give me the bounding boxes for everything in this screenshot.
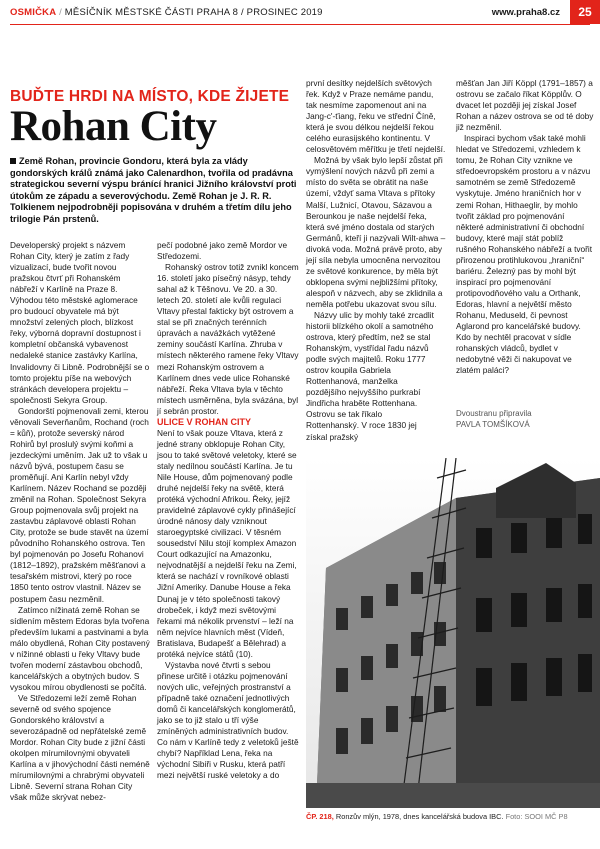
- header-divider: [10, 24, 590, 25]
- author-name: PAVLA TOMŠÍKOVÁ: [456, 420, 530, 429]
- publication-info: MĚSÍČNÍK MĚSTSKÉ ČÁSTI PRAHA 8 / PROSINEC 2019: [64, 7, 323, 18]
- paragraph: Inspiraci bychom však také mohli hledat ve Středozemi, vzhledem k tomu, že Rohan City vznikne ve středoevropském prostoru a v názvu samotném se země Středozemě vyskytuje. Jméno hraničních hor v zemi Rohan, Hithaeglir, by mohlo tvořit základ pro pojmenování některé administrativní či obchodní budovy, které mají stát poblíž rušného Rohanského nábřeží a tvořit přirozenou protihlukovou „hraniční“ bariéru. Železný pas by mohl být inspirací pro pojmenování protipovodňového valu a Orthank, Edoras, hlavní a největší město Rohanu, Meduseld, či pevnost Aglarond pro kancelářské budovy. Kdo by nechtěl pracovat v sídle rohanských vládců, bydlet v nedobytné věži či nakupovat ve zlatém paláci?: [456, 133, 593, 376]
- paragraph: Možná by však bylo lepší zůstat při vymýšlení nových názvů při zemi a místo do světa se obrátit na naše území, vždyť sama Vltava s přítoky Malší, Lužnicí, Otavou, Sázavou a Berounkou je naše nejdelší řeka, která své jméno dostala od starých Germánů, kteří ji nazývali Wilt-ahwa – divoká voda. Možná právě proto, aby její síla nebyla umocněna nervozitou ze světové konkurence, by měla být obklopena svými nejbližšími přítoky, alespoň v názvech, aby se zklidnila a neměla potřebu ukazovat svou sílu.: [306, 155, 446, 309]
- text-column-4: [456, 78, 594, 376]
- caption-id: ČP. 218,: [306, 812, 334, 821]
- paragraph: Gondorští pojmenovali zemi, kterou věnovali Severňanům, Rochand (roch = kůň), protože severský národ Rohirů byl proslulý svými koňmi a jezdeckými uměním. Jak už to však u názvů bývá, postupem času se proměňují. Ani Karlín nebyl vždy Karlínem. Název Rochand se později změnil na Rohan. Společnost Sekyra Group pojmenovala svůj projekt na zastavbu záplavové oblasti Rohan City, protože se bude stavět na území původního Rohanského ostrova. Ten byl pojmenován po Josefu Rohanovi (1812–1892), pražském měšťanovi a tesařském mistrovi, který po roce 1850 tento ostrov vlastnil. Název se postupem času nezměnil.: [10, 405, 149, 604]
- publication-line: [10, 7, 323, 18]
- paragraph: Výstavba nové čtvrti s sebou přinese určitě i otázku pojmenování nových ulic, veřejných prostranství a případně také označení jednotlivých domů či kancelářských konglomerátů, jako se to již stalo u tří výše zmíněných administrativních budov. Co nám v Karlíně tedy z veletoků ještě chybí? Například Lena, řeka na východní Sibiři v Rusku, která patří mezi největší ruské veletoky a do: [157, 659, 299, 781]
- caption-text: Ronzův mlýn, 1978, dnes kancelářská budova IBC.: [335, 812, 504, 821]
- page-number: 25: [570, 0, 600, 24]
- lead-text: Země Rohan, provincie Gondoru, která byla za vlády gondorských králů známá jako Calenardhon, tvořila od pradávna strategickou severní výspu bránící hranici Jižního království proti útokům ze západu a severovýchodu. Země Rohan je J. R. R. Tolkienem nejpodrobněji popisována v druhém a třetím dílu jeho trilogie Pán prstenů.: [10, 156, 297, 224]
- bullet-square-icon: [10, 158, 16, 164]
- author-label: Dvoustranu připravila: [456, 409, 532, 418]
- article-kicker: BUĎTE HRDI NA MÍSTO, KDE ŽIJETE: [10, 88, 290, 105]
- historic-mill-building-photo: [306, 458, 600, 808]
- paragraph: Názvy ulic by mohly také zrcadlit historii blízkého okolí a samotného ostrova, který předtím, než se stal Rohanským, vystřídal řadu názvů podle svých majitelů. Roku 1777 ostrov koupila Gabriela Rottenhanová, manželka pozdějšího nejvyššího purkrabí Jindřicha hraběte Rottenhana. Ostrovu se tak říkalo Rottenhanský. V roce 1830 jej získal pražský: [306, 309, 434, 442]
- text-column-3: [306, 78, 446, 443]
- paragraph: Zatímco nížinatá země Rohan se sídlením městem Edoras byla tvořena především lukami a pastvinami a byla málo obydlená, Rohan City postavený v nížinné oblasti u řeky Vltavy bude tvořen moderní zástavbou obchodů, kancelářských a obytných budov. S vysokou mírou obydlenosti se počítá.: [10, 604, 150, 692]
- paragraph: pečí podobné jako země Mordor ve Středozemi.: [157, 240, 288, 262]
- paragraph: měšťan Jan Jiří Köppl (1791–1857) a ostrovu se začalo říkat Köpplův. O dvacet let později jej získal Josef Rohan a název ostrova se od té doby již nezměnil.: [456, 78, 594, 133]
- paragraph: Ve Středozemi leží země Rohan severně od svého spojence Gondorského království a severozápadně od nepřátelské země Mordor. Rohan City bude z jižní části okolpen mírumilovnými obyvateli Karlína a v jihovýchodní části neméně mírumilovnými a chrabrými obyvateli Libně. Severní strana Rohan City však může skrývat nebez-: [10, 692, 150, 803]
- section-subheading: ULICE V ROHAN CITY: [157, 416, 252, 427]
- separator: /: [59, 7, 62, 18]
- photo-caption: [306, 812, 596, 822]
- paragraph: Developerský projekt s názvem Rohan City, který je zatím z řady vizualizací, bude tvořit novou pražskou čtvrť při Rohanském nábřeží v Karlíně na Praze 8. Výhodou této městské aglomerace pro budoucí obyvatele má být množství zelených ploch, blízkost řeky, výborná dopravní dostupnost i kompletní občanská vybavenost nedaleké stanice zastávky Karlína, Invalidovny či Libně. Podrobnější se o tomto projektu píše na webových stránkách developera projektu – společnosti Sekyra Group.: [10, 240, 150, 405]
- author-credit: [456, 408, 532, 430]
- article-lead: [10, 156, 306, 225]
- article-title: Rohan City: [10, 103, 217, 150]
- brand-name: OSMIČKA: [10, 7, 57, 18]
- photo-illustration: [306, 458, 600, 808]
- paragraph: první desítky nejdelších světových řek. Když v Praze nemáme pandu, tak nesmíme zapomenout ani na Jang-c'-ťiang, řeku ve střední Číně, která je svou délkou nejdelší řekou celého eurasijského kontinentu. V celosvětovém měřítku je třetí nejdelší.: [306, 78, 446, 155]
- caption-source: Foto: SOOI MČ P8: [505, 812, 568, 821]
- text-column-1: [10, 240, 150, 803]
- website-link[interactable]: www.praha8.cz: [491, 7, 560, 18]
- page-header: [0, 0, 600, 26]
- paragraph: Není to však pouze Vltava, která z jedné strany obklopuje Rohan City, jsou to také světové veletoky, které se staly nedílnou součástí Karlína. Je tu Nile House, dům pojmenovaný podle druhé nejdelší řeky na světě, která protéká východní Afrikou. Řeky, jejíž pravidelné záplavové cykly přinášející úrodné nánosy daly vzniknout staroegyptské civilizaci. V těsném sousedství Nilu stojí komplex Amazon Court odkazující na Amazonku, nejvodnatější a nejdelší řeku na Zemi, která se nachází v rovníkové oblasti Jižní Ameriky. Danube House a řeka Dunaj je v této společnosti takový drobeček, i když mezi světovými řekami má nékolik prvenství – leží na něm nejvíce hlavních měst (Vídeň, Bratislava, Budapešť a Bělehrad) a protéká nejvíce států (10).: [157, 427, 297, 659]
- paragraph: Rohanský ostrov totiž zvnikl koncem 16. století jako písečný násyp, tehdy sahal až k Těšnovu. Ve 20. a 30. letech 20. století ale kvůli regulaci Vltavy přestal fakticky být ostrovem a stal se při značných terénních úpravách a navážkách vytěžené zeminy součástí Karlína. Zhruba v místech některého ramene řeky Vltavy mezi Rohanským ostrovem a Karlínem dnes vede ulice Rohanské nábřeží. Řeka Vltava byla v těchto místech usměrněna, byla svázána, byl jí sebrán prostor.: [157, 262, 299, 416]
- text-column-2: [157, 240, 299, 781]
